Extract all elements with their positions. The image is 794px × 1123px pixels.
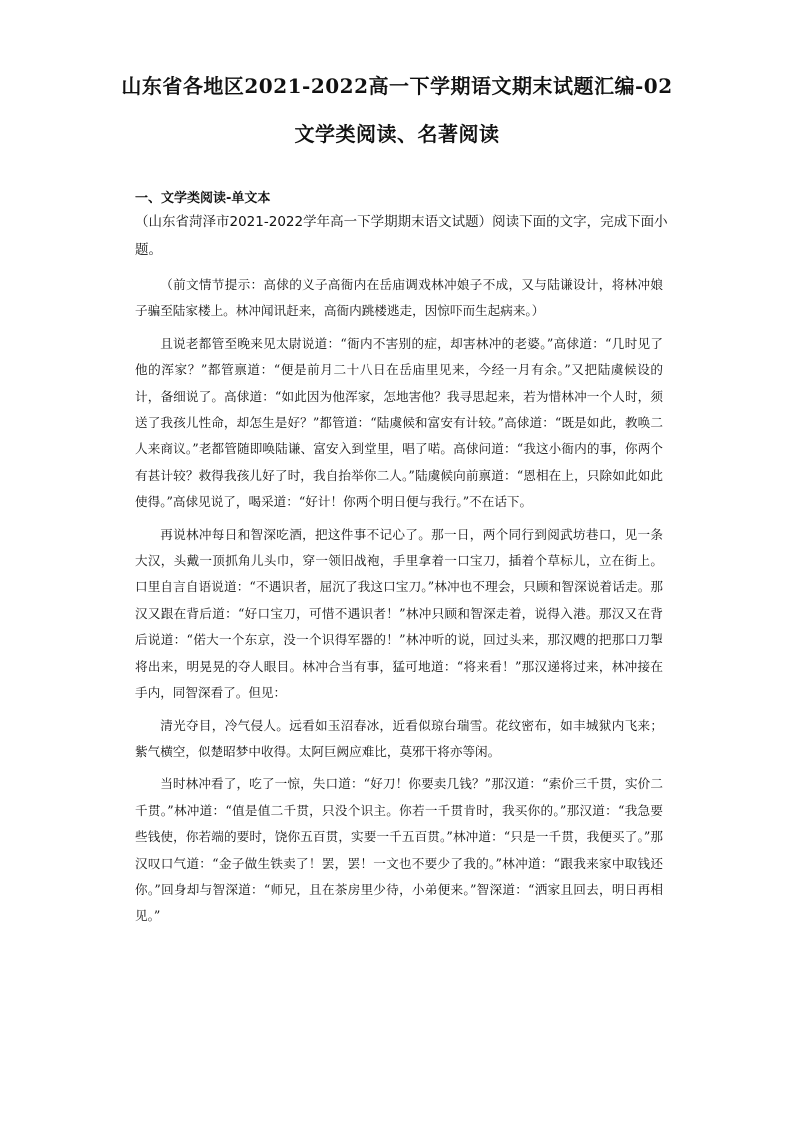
question-source: （山东省菏泽市2021-2022学年高一下学期期末语文试题）阅读下面的文字，完成下面小题。 — [135, 214, 668, 258]
document-subtitle: 文学类阅读、名著阅读 — [294, 122, 500, 146]
section-heading: 一、文学类阅读-单文本 — [135, 191, 271, 206]
reading-passage — [135, 272, 663, 936]
passage-verse-paragraph: 清光夺目，冷气侵人。远看如玉沼春冰，近看似琼台瑞雪。花纹密布，如丰城狱内飞来；紫气横空，似楚昭梦中收得。太阿巨阙应难比，莫邪干将亦等闲。 — [135, 717, 663, 759]
passage-paragraph: 且说老都管至晚来见太尉说道：“衙内不害别的症，却害林冲的老婆。”高俅道：“几时见了他的浑家？”都管禀道：“便是前月二十八日在岳庙里见来，今经一月有余。”又把陆虞候设的计，备细说了。高俅道：“如此因为他浑家，怎地害他？我寻思起来，若为惜林冲一个人时，须送了我孩儿性命，却怎生是好？”都管道：“陆虞候和富安有计较。”高俅道：“既是如此，教唤二人来商议。”老都管随即唤陆谦、富安入到堂里，唱了喏。高俅问道：“我这小衙内的事，你两个有甚计较？救得我孩儿好了时，我自抬举你二人。”陆虞候向前禀道：“恩相在上，只除如此如此使得。”高俅见说了，喝采道：“好计！你两个明日便与我行。”不在话下。 — [135, 335, 663, 510]
passage-paragraph: 当时林冲看了，吃了一惊，失口道：“好刀！你要卖几钱？”那汉道：“索价三千贯，实价二千贯。”林冲道：“值是值二千贯，只没个识主。你若一千贯肯时，我买你的。”那汉道：“我急要些钱使，你若端的要时，饶你五百贯，实要一千五百贯。”林冲道：“只是一千贯，我便买了。”那汉叹口气道：“金子做生铁卖了！罢，罢！一文也不要少了我的。”林冲道：“跟我来家中取钱还你。”回身却与智深道：“师兄，且在茶房里少待，小弟便来。”智深道：“洒家且回去，明日再相见。” — [135, 776, 663, 924]
plot-summary-paragraph: （前文情节提示：高俅的义子高衙内在岳庙调戏林冲娘子不成，又与陆谦设计，将林冲娘子骗至陆家楼上。林冲闻讯赶来，高衙内跳楼逃走，因惊吓而生起病来。） — [135, 277, 663, 319]
document-title: 山东省各地区2021-2022高一下学期语文期末试题汇编-02 — [121, 74, 673, 98]
passage-paragraph: 再说林冲每日和智深吃酒，把这件事不记心了。那一日，两个同行到阅武坊巷口，见一条大汉，头戴一顶抓角儿头巾，穿一领旧战袍，手里拿着一口宝刀，插着个草标儿，立在街上。口里自言自语说道：“不遇识者，屈沉了我这口宝刀。”林冲也不理会，只顾和智深说着话走。那汉又跟在背后道：“好口宝刀，可惜不遇识者！”林冲只顾和智深走着，说得入港。那汉又在背后说道：“偌大一个东京，没一个识得军器的！”林冲听的说，回过头来，那汉飕的把那口刀掣将出来，明晃晃的夺人眼目。林冲合当有事，猛可地道：“将来看！”那汉递将过来，林冲接在手内，同智深看了。但见： — [135, 526, 663, 701]
